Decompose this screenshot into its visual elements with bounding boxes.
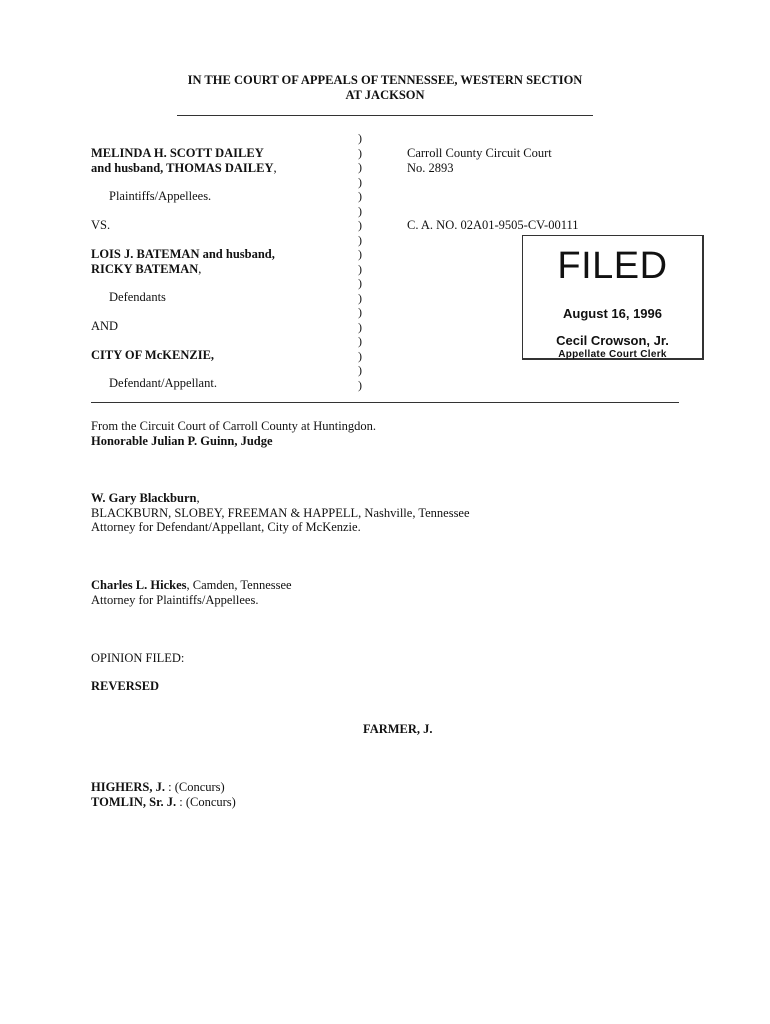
concur-2-note: : (Concurs) <box>176 795 236 809</box>
paren: ) <box>358 203 362 218</box>
caption-paren-column <box>358 131 368 392</box>
paren: ) <box>358 290 362 305</box>
paren: ) <box>358 131 362 145</box>
attorney-2-name: Charles L. Hickes <box>91 578 187 592</box>
defendant-name: LOIS J. BATEMAN and husband, <box>91 247 275 261</box>
defendant-spouse-comma: , <box>198 262 202 276</box>
defendant-role: Defendants <box>109 290 166 304</box>
attorney-1-comma: , <box>196 491 200 505</box>
filed-stamp <box>522 235 704 360</box>
filed-label: FILED <box>557 245 668 287</box>
disposition: REVERSED <box>91 679 160 693</box>
lower-court-number: No. 2893 <box>407 161 454 175</box>
header-rule <box>177 115 593 116</box>
paren: ) <box>358 174 362 189</box>
plaintiff-name: MELINDA H. SCOTT DAILEY <box>91 146 264 160</box>
paren: ) <box>358 160 362 174</box>
clerk-title: Appellate Court Clerk <box>558 349 667 360</box>
paren: ) <box>358 189 362 203</box>
defendant-spouse <box>91 262 201 277</box>
attorney-2-location: , Camden, Tennessee <box>186 578 292 592</box>
caption-rule <box>91 402 679 403</box>
paren: ) <box>358 377 362 392</box>
attorney-1-firm: BLACKBURN, SLOBEY, FREEMAN & HAPPELL, Nashville, Tennessee <box>91 506 470 520</box>
paren: ) <box>358 218 362 232</box>
concur-1-note: : (Concurs) <box>164 780 225 794</box>
plaintiff-spouse-name: and husband, THOMAS DAILEY <box>91 161 274 175</box>
city-party: CITY OF McKENZIE, <box>91 348 215 362</box>
concurrence-1 <box>91 780 225 795</box>
plaintiff-role: Plaintiffs/Appellees. <box>109 189 212 203</box>
plaintiff-spouse <box>91 161 277 176</box>
paren: ) <box>358 145 362 160</box>
paren: ) <box>358 334 362 348</box>
from-court-line: From the Circuit Court of Carroll County at Huntingdon. <box>91 419 377 433</box>
paren: ) <box>358 247 362 261</box>
opinion-filed-label: OPINION FILED: <box>91 651 185 665</box>
trial-judge: Honorable Julian P. Guinn, Judge <box>91 434 273 448</box>
clerk-name: Cecil Crowson, Jr. <box>556 333 669 348</box>
paren: ) <box>358 363 362 377</box>
paren: ) <box>358 348 362 363</box>
attorney-1-name: W. Gary Blackburn <box>91 491 197 505</box>
attorney-2-role: Attorney for Plaintiffs/Appellees. <box>91 593 259 607</box>
and-label: AND <box>91 319 119 333</box>
defendant-spouse-name: RICKY BATEMAN <box>91 262 199 276</box>
versus-label: VS. <box>91 218 111 232</box>
attorney-1-name-line <box>91 491 200 506</box>
city-role: Defendant/Appellant. <box>109 376 217 390</box>
paren: ) <box>358 305 362 319</box>
concur-2-judge: TOMLIN, Sr. J. <box>91 795 177 809</box>
attorney-1-role: Attorney for Defendant/Appellant, City of McKenzie. <box>91 520 361 534</box>
filed-date: August 16, 1996 <box>563 306 662 321</box>
attorney-2-name-line <box>91 578 292 593</box>
paren: ) <box>358 232 362 247</box>
paren: ) <box>358 276 362 290</box>
opinion-author: FARMER, J. <box>363 722 433 736</box>
court-title: IN THE COURT OF APPEALS OF TENNESSEE, WESTERN SECTION <box>187 73 583 87</box>
concur-1-judge: HIGHERS, J. <box>91 780 165 794</box>
concurrence-2 <box>91 795 236 810</box>
paren: ) <box>358 319 362 334</box>
court-location: AT JACKSON <box>345 88 425 102</box>
plaintiff-spouse-comma: , <box>273 161 277 175</box>
case-number: C. A. NO. 02A01-9505-CV-00111 <box>407 218 579 232</box>
lower-court: Carroll County Circuit Court <box>407 146 552 160</box>
paren: ) <box>358 261 362 276</box>
